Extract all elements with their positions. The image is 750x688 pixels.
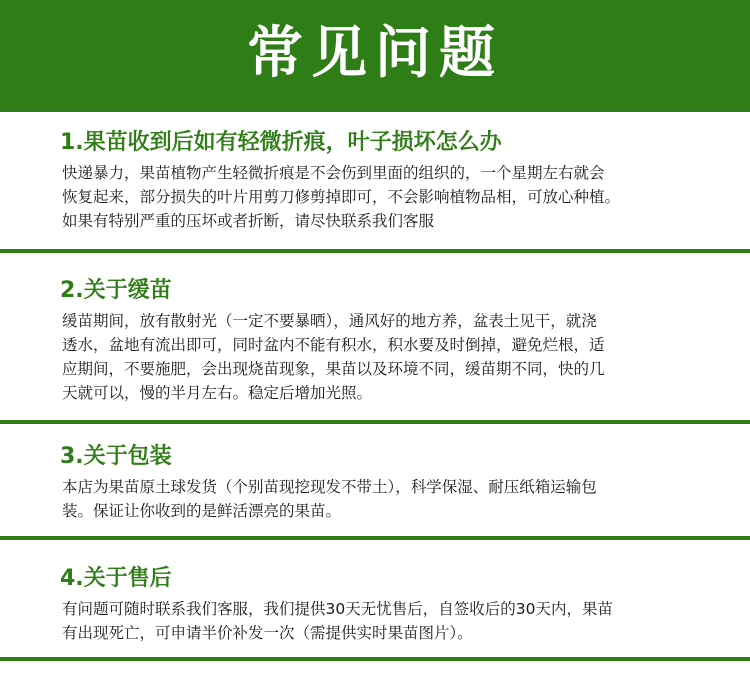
faq-section-title: 2.关于缓苗	[60, 278, 172, 303]
faq-body-line: 有问题可随时联系我们客服，我们提供30天无忧售后，自签收后的30天内，果苗	[62, 600, 613, 618]
faq-body-line: 装。保证让你收到的是鲜活漂亮的果苗。	[62, 502, 342, 520]
faq-section-body	[62, 475, 722, 523]
faq-section-body	[62, 597, 722, 645]
faq-section-body	[62, 161, 722, 233]
faq-body-line: 如果有特别严重的压坏或者折断，请尽快联系我们客服	[62, 212, 435, 230]
page-title: 常见问题	[247, 21, 503, 86]
faq-body-line: 天就可以，慢的半月左右。稳定后增加光照。	[62, 384, 373, 402]
faq-section-3	[62, 443, 722, 523]
faq-body-line: 有出现死亡，可申请半价补发一次（需提供实时果苗图片）。	[62, 624, 473, 642]
faq-section-2	[62, 277, 722, 405]
section-divider	[0, 657, 750, 661]
faq-section-1	[62, 129, 722, 233]
section-divider	[0, 536, 750, 540]
faq-body-line: 应期间，不要施肥，会出现烧苗现象，果苗以及环境不同，缓苗期不同，快的几	[62, 360, 605, 378]
faq-body-line: 本店为果苗原土球发货（个别苗现挖现发不带土），科学保湿、耐压纸箱运输包	[62, 478, 597, 496]
faq-section-title: 1.果苗收到后如有轻微折痕，叶子损坏怎么办	[60, 130, 502, 155]
faq-section-title: 4.关于售后	[60, 566, 172, 591]
page-header	[0, 0, 750, 112]
section-divider	[0, 420, 750, 424]
faq-section-4	[62, 565, 722, 645]
faq-section-title: 3.关于包装	[60, 444, 172, 469]
faq-body-line: 快递暴力，果苗植物产生轻微折痕是不会伤到里面的组织的，一个星期左右就会	[62, 164, 605, 182]
faq-body-line: 缓苗期间，放有散射光（一定不要暴晒），通风好的地方养，盆表土见干，就浇	[62, 312, 597, 330]
faq-section-body	[62, 309, 722, 405]
faq-body-line: 透水，盆地有流出即可，同时盆内不能有积水，积水要及时倒掉，避免烂根，适	[62, 336, 605, 354]
section-divider	[0, 249, 750, 253]
faq-body-line: 恢复起来，部分损失的叶片用剪刀修剪掉即可，不会影响植物品相，可放心种植。	[62, 188, 621, 206]
